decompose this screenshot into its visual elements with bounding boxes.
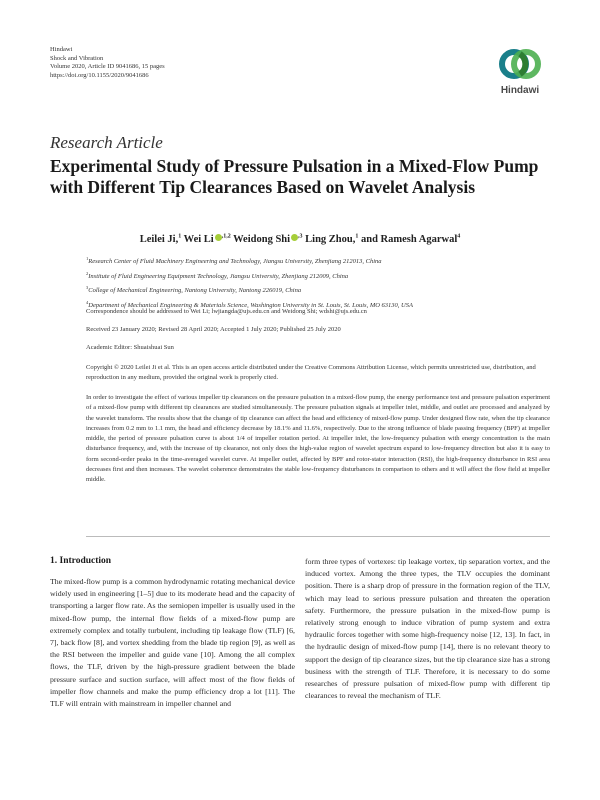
hindawi-logo-text: Hindawi xyxy=(500,85,540,96)
section-heading: 1. Introduction xyxy=(50,556,112,566)
author: Leilei Ji,$^1$ xyxy=(139,233,182,245)
academic-editor: Academic Editor: Shuaishuai Sun xyxy=(86,344,174,351)
intro-column-left: The mixed-flow pump is a common hydrodynamic rotating mechanical device widely used in engineering [1–5] due to its moderate head and the capacity of transporting a larger flow rate. As the semiopen impeller is usually used in the mixed-flow pump, the internal flow fields of a mixed-flow pump are extremely complex and totally turbulent, including tip leakage flow (TLF) [6, 7], back flow [8], and vortex shedding from the blade tip region [9], as well as the RSI between the impeller and guide vane [10]. Among the all complex flows, the TLF, driven by the high-pressure gradient between the blade pressure surface and suction surface, will affect most of the flow fields of impeller flow channels and make the pump efficiency drop a lot [11]. The TLF will entrain with mainstream in impeller channel and xyxy=(50,577,295,709)
journal-doi[interactable]: https://doi.org/10.1155/2020/9041686 xyxy=(50,71,149,79)
author: Wei Li $^{,1,2}$ xyxy=(183,233,231,245)
affiliation: $^1$Research Center of Fluid Machinery Engineering and Technology, Jiangsu University, Zhenjiang 212013, China xyxy=(86,256,382,266)
correspondence: Correspondence should be addressed to Wei Li; lwjiangda@ujs.edu.cn and Weidong Shi; wdshi@ujs.edu.cn xyxy=(86,308,367,315)
abstract: In order to investigate the effect of various impeller tip clearances on the pressure pulsation in a mixed-flow pump, the energy performance test and pressure pulsation experiment of a mixed-flow pump with different tip clearances are studied simultaneously. The pressure pulsation signals at impeller inlet, middle, and outlet are processed and analyzed by the wavelet transform. The results show that the change of tip clearance can affect the head and efficiency of mixed-flow pump. Under designed flow rate, when the tip clearance increases from 0.2 mm to 1.1 mm, the head and efficiency decrease by 18.1% and 11.6%, respectively. Due to the strong influence of blade passing frequency (BPF) at impeller middle, the period of pressure pulsation curve is about 1/4 of impeller rotation period. At impeller inlet, the low-frequency pulsation with energy concentration is the main disturbance frequency, and, with the increase of tip clearance, not only does the high-value region of wavelet spectrum expand to low-frequency direction but also it is easy to form second-order peaks in the time-averaged wavelet curve. At impeller outlet, affected by BPF and rotor-stator interaction (RSI), the high-frequency disturbance in RSI area decreases first and then increases. The wavelet coherence demonstrates the stable low-frequency disturbances in comparison to others and it will affect the flow field at impeller middle. xyxy=(86,394,550,484)
author: Weidong Shi $^{,3}$ xyxy=(233,233,303,245)
author: and Ramesh Agarwal$^4$ xyxy=(361,233,461,245)
author: Ling Zhou,$^1$ xyxy=(305,233,359,245)
hindawi-logo-icon xyxy=(497,44,543,84)
orcid-icon[interactable] xyxy=(215,234,222,241)
journal-publisher: Hindawi xyxy=(50,46,73,53)
orcid-icon[interactable] xyxy=(291,234,298,241)
affiliations xyxy=(86,253,413,312)
affiliation: $^2$Institute of Fluid Engineering Equipment Technology, Jiangsu University, Zhenjiang 212009, China xyxy=(86,270,349,280)
journal-volume: Volume 2020, Article ID 9041686, 15 pages xyxy=(50,63,165,70)
copyright-notice: Copyright © 2020 Leilei Ji et al. This is an open access article distributed under the Creative Commons Attribution License, which permits unrestricted use, distribution, and reproduction in any medium, provided the original work is properly cited. xyxy=(86,364,536,381)
paper-title: Experimental Study of Pressure Pulsation in a Mixed-Flow Pump with Different Tip Clearances Based on Wavelet Analysis xyxy=(50,156,539,197)
hindawi-logo xyxy=(494,44,546,96)
intro-column-right: form three types of vortexes: tip leakage vortex, tip separation vortex, and the induced vortex. Among the three types, the TLV occupies the dominant position. There is a sharp drop of pressure in the formation region of the TLV, which may lead to serious pressure pulsation and threaten the operation safety. Furthermore, the pressure pulsation in the mixed-flow pump is relatively strong enough to induce vibration of pump system and extra hydraulic forces together with some high-frequency noise [12, 13]. In fact, in the hydraulic design of mixed-flow pump [14], there is no relevant theory to support the design of tip clearance sizes, but the tip clearance size has a strong business with the strength of TLF. Therefore, it is necessary to do some researches of pressure pulsation of mixed-flow pump with different tip clearances to reveal the mechanism of TLF. xyxy=(305,557,550,701)
journal-name: Shock and Vibration xyxy=(50,54,104,62)
journal-meta xyxy=(50,46,165,80)
section-divider xyxy=(86,536,550,537)
article-dates: Received 23 January 2020; Revised 28 April 2020; Accepted 1 July 2020; Published 25 July 2020 xyxy=(86,326,341,333)
article-type: Research Article xyxy=(50,133,163,152)
affiliation: $^3$College of Mechanical Engineering, Nantong University, Nantong 226019, China xyxy=(86,285,302,295)
author-list xyxy=(0,233,600,245)
affiliation: $^4$Department of Mechanical Engineering & Materials Science, Washington University in St. Louis, St. Louis, MO 63130, USA xyxy=(86,299,413,310)
